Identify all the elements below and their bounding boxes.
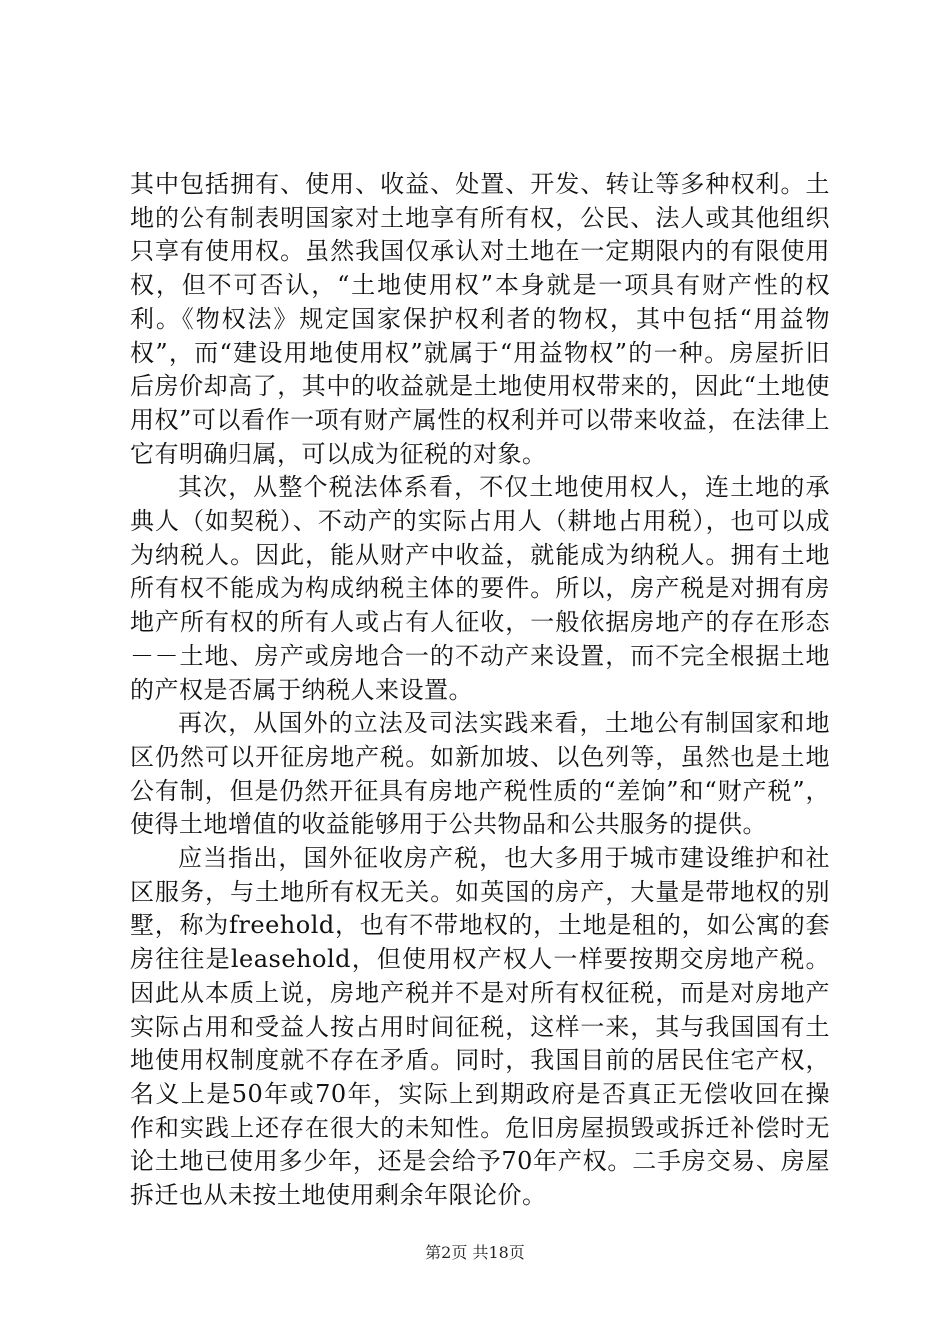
page-number: 第2页 共18页 — [425, 1243, 525, 1262]
paragraph-3: 再次，从国外的立法及司法实践来看，土地公有制国家和地区仍然可以开征房地产税。如新加坡、以色列等，虽然也是土地公有制，但是仍然开征具有房地产税性质的“差饷”和“财产税”，使得土地增值的收益能够用于公共物品和公共服务的提供。 — [130, 709, 830, 839]
paragraph-4: 应当指出，国外征收房产税，也大多用于城市建设维护和社区服务，与土地所有权无关。如英国的房产，大量是带地权的别墅，称为freehold，也有不带地权的，土地是租的，如公寓的套房往往是leasehold，但使用权产权人一样要按期交房地产税。因此从本质上说，房地产税并不是对所有权征税，而是对房地产实际占用和受益人按占用时间征税，这样一来，其与我国国有土地使用权制度就不存在矛盾。同时，我国目前的居民住宅产权，名义上是50年或70年，实际上到期政府是否真正无偿收回在操作和实践上还存在很大的未知性。危旧房屋损毁或拆迁补偿时无论土地已使用多少年，还是会给予70年产权。二手房交易、房屋拆迁也从未按土地使用剩余年限论价。 — [130, 844, 830, 1210]
paragraph-1: 其中包括拥有、使用、收益、处置、开发、转让等多种权利。土地的公有制表明国家对土地享有所有权，公民、法人或其他组织只享有使用权。虽然我国仅承认对土地在一定期限内的有限使用权，但不可否认，“土地使用权”本身就是一项具有财产性的权利。《物权法》规定国家保护权利者的物权，其中包括“用益物权”，而“建设用地使用权”就属于“用益物权”的一种。房屋折旧后房价却高了，其中的收益就是土地使用权带来的，因此“土地使用权”可以看作一项有财产属性的权利并可以带来收益，在法律上它有明确归属，可以成为征税的对象。 — [130, 170, 830, 468]
paragraph-2: 其次，从整个税法体系看，不仅土地使用权人，连土地的承典人（如契税）、不动产的实际占用人（耕地占用税），也可以成为纳税人。因此，能从财产中收益，就能成为纳税人。拥有土地所有权不能成为构成纳税主体的要件。所以，房产税是对拥有房地产所有权的所有人或占有人征收，一般依据房地产的存在形态－－土地、房产或房地合一的不动产来设置，而不完全根据土地的产权是否属于纳税人来设置。 — [130, 473, 830, 704]
document-body — [130, 168, 830, 1213]
page-footer — [0, 1240, 950, 1263]
